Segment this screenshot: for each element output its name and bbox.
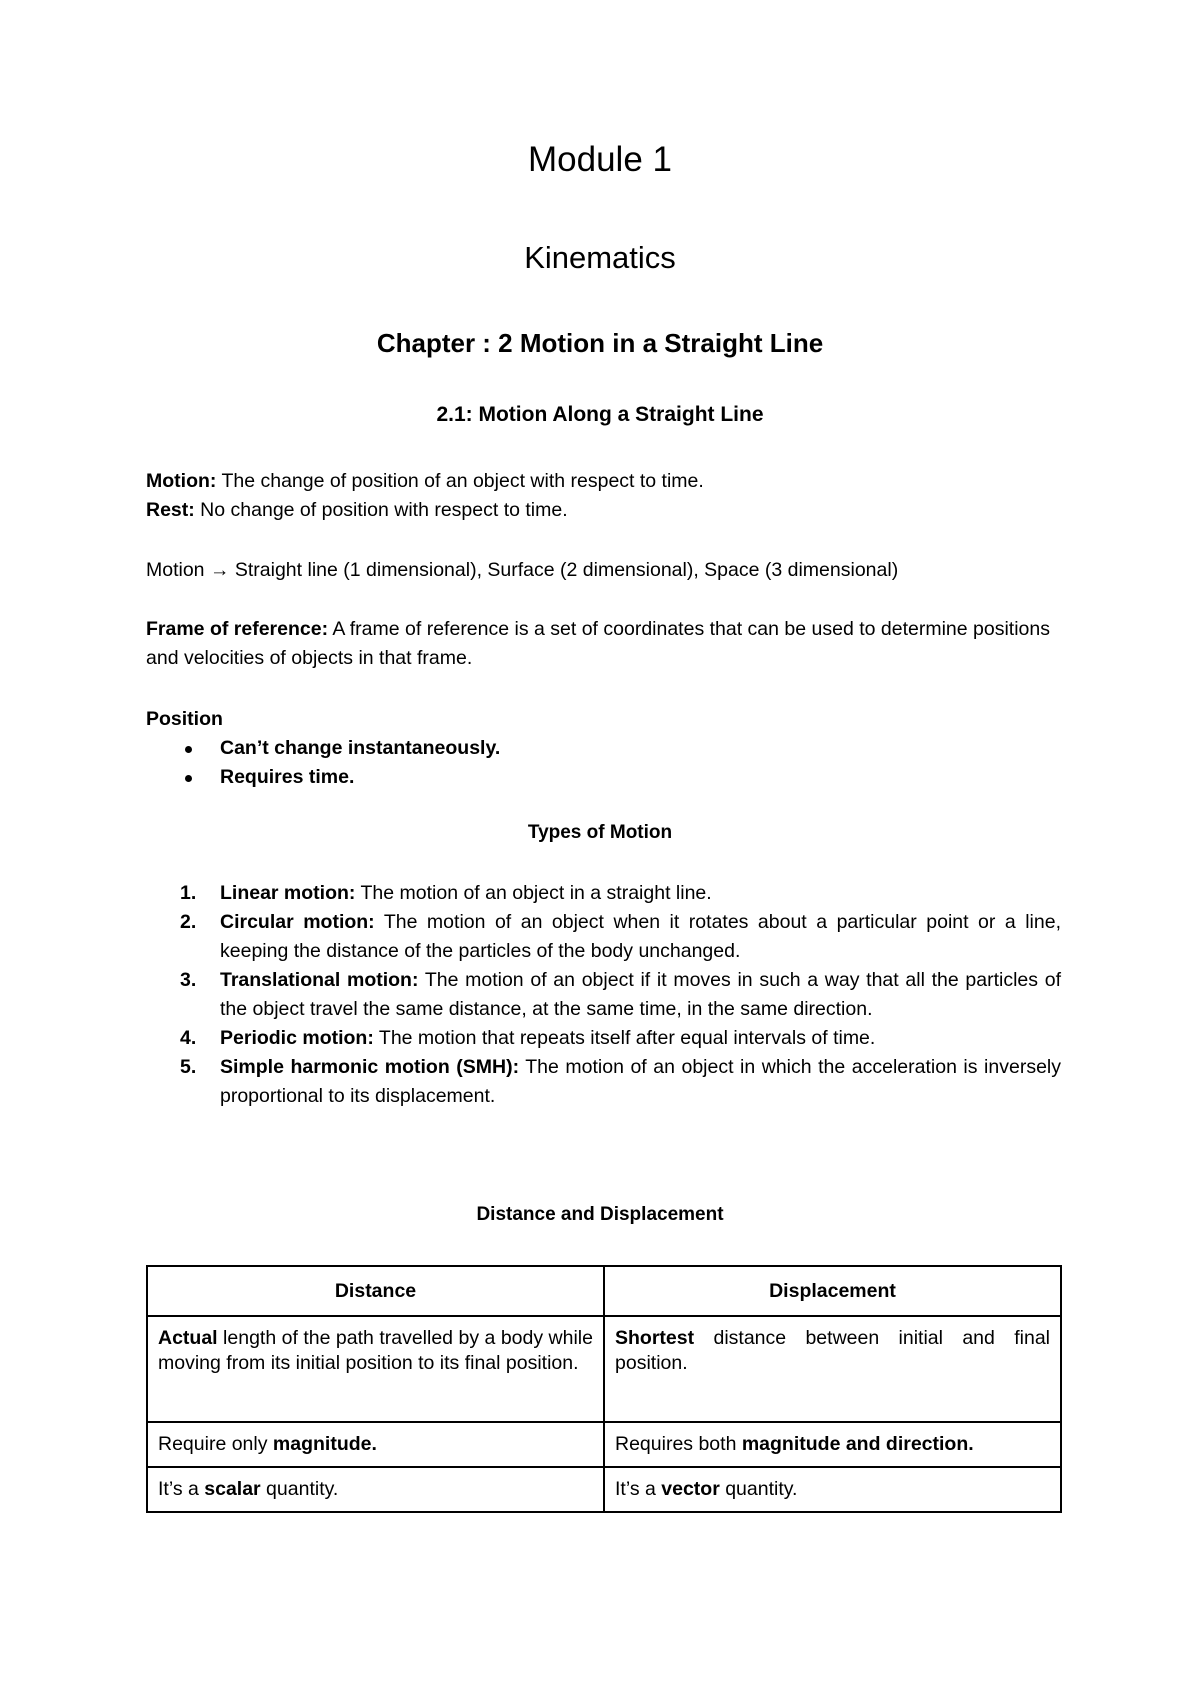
- frame-text: A frame of reference is a set of coordinates that can be used to determine positions and velocities of objects in that frame.: [146, 618, 1050, 669]
- distance-displacement-heading: Distance and Displacement: [476, 1204, 724, 1225]
- list-item: 5. Simple harmonic motion (SMH): The motion of an object in which the acceleration is inversely proportional to its displacement.: [180, 1056, 1061, 1107]
- list-item: 3. Translational motion: The motion of an object if it moves in such a way that all the particles of the object travel the same distance, at the same time, in the same direction.: [180, 969, 1061, 1020]
- motion-text: The change of position of an object with respect to time.: [216, 470, 704, 492]
- module-title: Module 1: [528, 140, 672, 179]
- position-heading: Position: [146, 708, 223, 730]
- table-row: [147, 1467, 1061, 1512]
- list-item: Can’t change instantaneously.: [146, 734, 500, 763]
- table-cell: Actual length of the path travelled by a body while moving from its initial position to its final position.: [147, 1316, 604, 1422]
- frame-term: Frame of reference:: [146, 618, 329, 640]
- rest-text: No change of position with respect to time.: [194, 499, 568, 521]
- column-header-distance: Distance: [147, 1266, 604, 1316]
- motion-dimensions: Motion → Straight line (1 dimensional), Surface (2 dimensional), Space (3 dimensional): [146, 559, 899, 581]
- subject-title: Kinematics: [524, 240, 676, 275]
- table-cell: It’s a scalar quantity.: [147, 1467, 604, 1512]
- table-cell: It’s a vector quantity.: [604, 1467, 1061, 1512]
- list-item: 1. Linear motion: The motion of an object in a straight line.: [180, 882, 712, 904]
- motion-term: Motion:: [146, 470, 217, 492]
- section-title: 2.1: Motion Along a Straight Line: [436, 403, 764, 426]
- table-cell: Shortest distance between initial and final position.: [604, 1316, 1061, 1422]
- table-header-row: [147, 1266, 1061, 1316]
- list-item: 4. Periodic motion: The motion that repeats itself after equal intervals of time.: [180, 1027, 876, 1049]
- distance-displacement-table: [146, 1265, 1062, 1513]
- frame-of-reference-definition: [146, 615, 1061, 673]
- table-cell: Requires both magnitude and direction.: [604, 1422, 1061, 1467]
- list-item: 2. Circular motion: The motion of an object when it rotates about a particular point or a line, keeping the distance of the particles of the body unchanged.: [180, 911, 1061, 962]
- list-item: Requires time.: [146, 763, 500, 792]
- column-header-displacement: Displacement: [604, 1266, 1061, 1316]
- motion-definition: [146, 467, 1061, 496]
- types-of-motion-list: [146, 879, 1061, 1111]
- rest-term: Rest:: [146, 499, 195, 521]
- types-of-motion-heading: Types of Motion: [527, 822, 673, 843]
- table-row: [147, 1422, 1061, 1467]
- chapter-title: Chapter : 2 Motion in a Straight Line: [376, 328, 824, 358]
- position-bullet-list: [146, 734, 500, 792]
- rest-definition: [146, 496, 1061, 525]
- table-cell: Require only magnitude.: [147, 1422, 604, 1467]
- table-row: [147, 1316, 1061, 1422]
